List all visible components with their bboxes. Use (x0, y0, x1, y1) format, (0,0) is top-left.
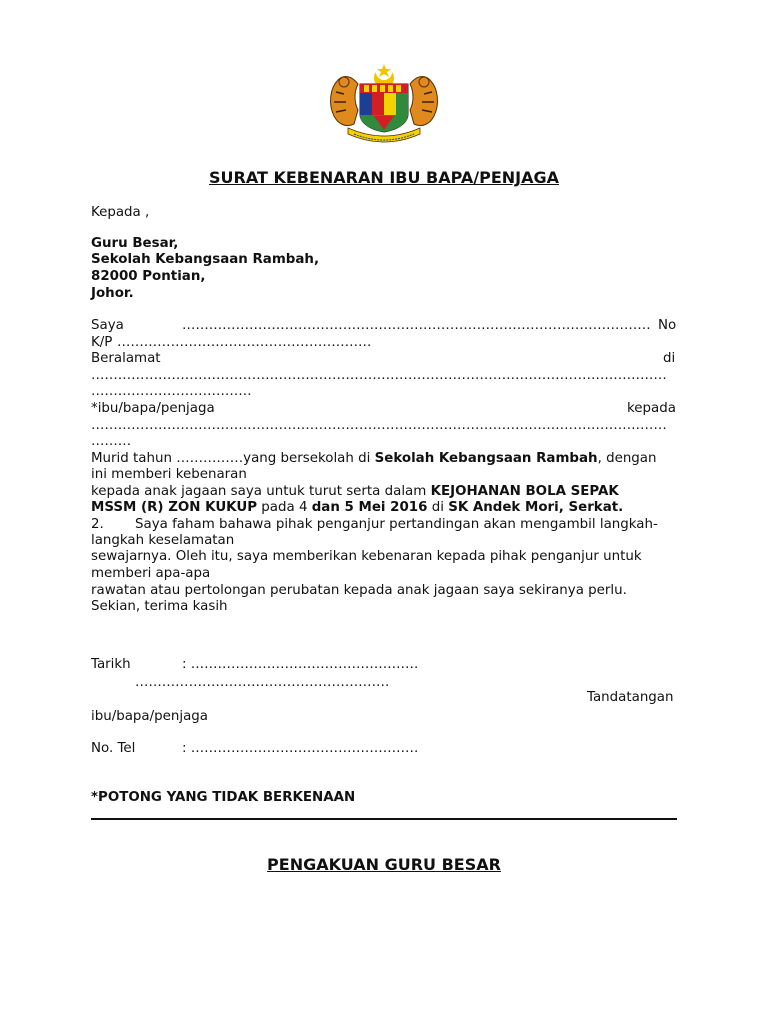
kp-blank: ………………………………………………… (117, 335, 372, 350)
signature-label: Tandatangan (587, 690, 674, 705)
no-label: No (658, 318, 677, 333)
date-blank: : …………………………………………… (182, 657, 419, 672)
address-blank: ………………………………………………………………………………………………………………… (91, 368, 667, 383)
paragraph-2-line: Saya faham bahawa pihak penganjur pertandingan akan mengambil langkah- (135, 517, 658, 532)
address-blank: ……………………………… (91, 384, 252, 399)
salutation: Kepada , (91, 205, 150, 220)
saya-label: Saya (91, 318, 124, 333)
footnote: *POTONG YANG TIDAK BERKENAAN (91, 790, 356, 805)
parent-label: *ibu/bapa/penjaga (91, 401, 215, 416)
section-title: PENGAKUAN GURU BESAR (267, 855, 501, 874)
di-label: di (663, 351, 676, 366)
phone-label: No. Tel (91, 741, 136, 756)
paragraph-2-number: 2. (91, 517, 104, 532)
signature-role-label: ibu/bapa/penjaga (91, 709, 208, 724)
paragraph-2-line: langkah keselamatan (91, 533, 235, 548)
tarikh-label: Tarikh (91, 657, 131, 672)
paragraph-2-line: memberi apa-apa (91, 566, 211, 581)
signature-blank: ………………………………………………… (135, 675, 390, 690)
paragraph-1-line: ini memberi kebenaran (91, 467, 247, 482)
address-line: 82000 Pontian, (91, 269, 206, 284)
coat-of-arms-logo (324, 58, 444, 144)
phone-blank: : …………………………………………… (182, 741, 419, 756)
page-title: SURAT KEBENARAN IBU BAPA/PENJAGA (208, 168, 560, 187)
address-line: Johor. (91, 286, 134, 301)
closing-line: Sekian, terima kasih (91, 599, 228, 614)
name-blank: …………………………………………………………………………………………… (182, 318, 651, 333)
recipient-blank: ……… (91, 434, 132, 449)
address-line: Sekolah Kebangsaan Rambah, (91, 252, 320, 267)
recipient-blank: ………………………………………………………………………………………………………………… (91, 418, 667, 433)
paragraph-2-line: rawatan atau pertolongan perubatan kepada anak jagaan saya sekiranya perlu. (91, 583, 627, 598)
paragraph-1-line: kepada anak jagaan saya untuk turut serta dalam KEJOHANAN BOLA SEPAK (91, 484, 619, 499)
paragraph-1-line: Murid tahun ……………yang bersekolah di Sekolah Kebangsaan Rambah, dengan (91, 451, 657, 466)
kp-label: K/P (91, 335, 113, 350)
kepada-label: kepada (627, 401, 676, 416)
paragraph-1-line: MSSM (R) ZON KUKUP pada 4 dan 5 Mei 2016 di SK Andek Mori, Serkat. (91, 500, 624, 515)
cut-line-divider (91, 818, 677, 820)
paragraph-2-line: sewajarnya. Oleh itu, saya memberikan kebenaran kepada pihak penganjur untuk (91, 549, 642, 564)
beralamat-label: Beralamat (91, 351, 161, 366)
address-line: Guru Besar, (91, 236, 179, 251)
